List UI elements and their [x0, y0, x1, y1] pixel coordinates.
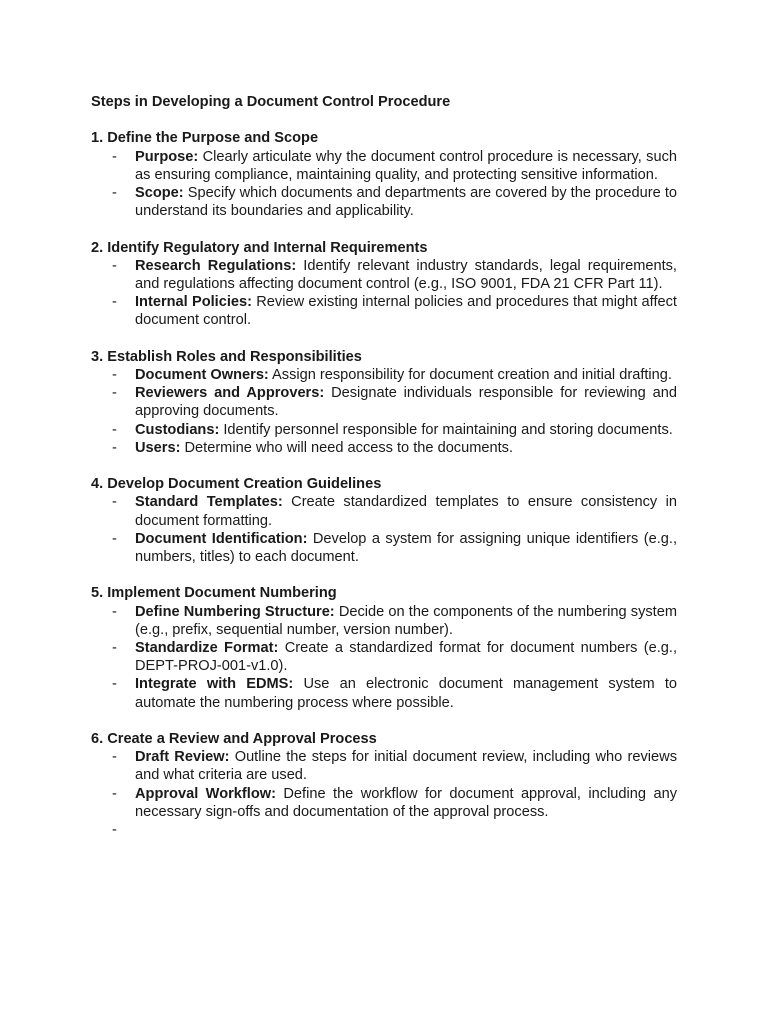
bullet-dash: - — [112, 494, 117, 511]
bullet-dash: - — [112, 676, 117, 693]
item-text: Create a standardized format for document numbers (e.g., DEPT-PROJ-001-v1.0). — [135, 640, 678, 675]
list-item — [91, 785, 677, 821]
item-text: Designate individuals responsible for reviewing and approving documents. — [135, 385, 677, 420]
item-term: Draft Review: — [135, 749, 230, 766]
section-purpose-scope — [91, 129, 677, 220]
item-term: Document Identification: — [135, 530, 308, 547]
item-term: Internal Policies: — [135, 294, 252, 311]
bullet-list — [91, 603, 677, 712]
bullet-dash: - — [112, 439, 117, 456]
item-text: Identify personnel responsible for maintaining and storing documents. — [219, 421, 673, 438]
bullet-list — [91, 257, 677, 330]
section-heading: 6. Create a Review and Approval Process — [91, 731, 377, 748]
item-text: Clearly articulate why the document control procedure is necessary, such as ensuring compliance, maintaining quality, and protecting sensitive information. — [135, 148, 677, 183]
item-term: Standardize Format: — [135, 640, 279, 657]
bullet-dash: - — [112, 257, 117, 274]
item-text: Decide on the components of the numbering system (e.g., prefix, sequential number, version number). — [135, 603, 677, 638]
list-item — [91, 603, 677, 639]
list-item — [91, 257, 677, 293]
section-heading: 2. Identify Regulatory and Internal Requirements — [91, 239, 428, 256]
bullet-dash: - — [112, 294, 117, 311]
list-item — [91, 639, 677, 675]
list-item — [91, 675, 677, 711]
list-item — [91, 184, 677, 220]
item-text: Create standardized templates to ensure consistency in document formatting. — [135, 494, 678, 529]
document-page — [91, 93, 677, 839]
item-term: Custodians: — [135, 421, 220, 438]
list-item — [91, 421, 677, 439]
bullet-dash: - — [112, 385, 117, 402]
section-creation-guidelines — [91, 475, 677, 566]
page-title: Steps in Developing a Document Control Procedure — [91, 94, 451, 110]
bullet-dash: - — [112, 640, 117, 657]
item-text: Review existing internal policies and procedures that might affect document control. — [135, 294, 677, 329]
item-text: Assign responsibility for document creation and initial drafting. — [268, 367, 672, 383]
list-item — [91, 293, 677, 329]
section-heading: 1. Define the Purpose and Scope — [91, 130, 319, 147]
bullet-dash: - — [112, 749, 117, 766]
list-item — [91, 384, 677, 420]
list-item — [91, 366, 677, 384]
bullet-dash: - — [112, 185, 117, 201]
item-term: Users: — [135, 439, 181, 456]
bullet-dash: - — [112, 421, 117, 438]
bullet-dash: - — [112, 530, 117, 547]
bullet-list — [91, 493, 677, 566]
bullet-dash: - — [112, 822, 117, 839]
section-review-approval — [91, 730, 677, 839]
section-regulatory-requirements — [91, 239, 677, 330]
bullet-list — [91, 148, 677, 221]
list-item — [91, 493, 677, 529]
item-text: Determine who will need access to the documents. — [180, 439, 514, 456]
item-term: Purpose: — [135, 148, 199, 165]
list-item-empty — [91, 821, 677, 839]
section-heading: 4. Develop Document Creation Guidelines — [91, 476, 382, 493]
item-term: Scope: — [135, 185, 184, 201]
list-item — [91, 748, 677, 784]
section-heading: 3. Establish Roles and Responsibilities — [91, 348, 362, 365]
item-text: Outline the steps for initial document review, including who reviews and what criteria are used. — [135, 749, 677, 784]
item-term: Integrate with EDMS: — [135, 676, 294, 693]
bullet-dash: - — [112, 603, 117, 620]
item-text: Specify which documents and departments are covered by the procedure to understand its boundaries and applicability. — [135, 185, 677, 220]
item-text: Define the workflow for document approval, including any necessary sign-offs and documentation of the approval process. — [135, 785, 677, 820]
bullet-list — [91, 366, 677, 457]
section-roles-responsibilities — [91, 348, 677, 457]
item-term: Define Numbering Structure: — [135, 603, 335, 620]
section-heading: 5. Implement Document Numbering — [91, 585, 337, 602]
item-term: Approval Workflow: — [135, 785, 276, 802]
bullet-dash: - — [112, 367, 117, 383]
bullet-dash: - — [112, 785, 117, 802]
item-text: Develop a system for assigning unique identifiers (e.g., numbers, titles) to each document. — [135, 530, 677, 566]
list-item — [91, 148, 677, 184]
item-text: Identify relevant industry standards, legal requirements, and regulations affecting document control (e.g., ISO 9001, FDA 21 CFR Part 11). — [135, 257, 677, 292]
bullet-dash: - — [112, 148, 117, 165]
item-text: Use an electronic document management system to automate the numbering process where possible. — [135, 676, 677, 711]
section-document-numbering — [91, 584, 677, 711]
list-item — [91, 439, 677, 457]
bullet-list — [91, 748, 677, 839]
item-term: Standard Templates: — [135, 494, 283, 511]
item-term: Research Regulations: — [135, 257, 297, 274]
list-item — [91, 530, 677, 566]
item-term: Document Owners: — [135, 367, 269, 383]
item-term: Reviewers and Approvers: — [135, 385, 325, 402]
